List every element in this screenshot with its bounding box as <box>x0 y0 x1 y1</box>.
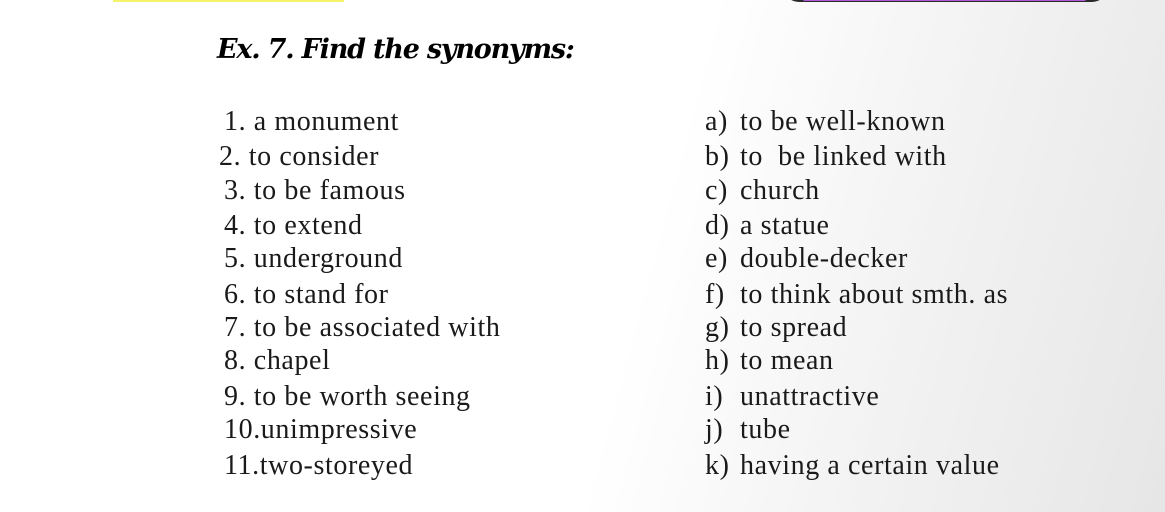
right-item <box>705 212 830 240</box>
left-item: 9. to be worth seeing <box>224 381 471 412</box>
item-text: church <box>740 175 820 206</box>
item-text: having a certain value <box>740 450 1000 481</box>
left-item: 5. underground <box>224 243 403 274</box>
exercise-title: Ex. 7. Find the synonyms: <box>217 34 574 65</box>
right-item <box>705 452 1000 480</box>
right-item <box>705 245 908 273</box>
left-item: 10.unimpressive <box>224 414 418 445</box>
right-item <box>705 281 1008 309</box>
right-item <box>705 143 947 171</box>
item-text: to think about smth. as <box>740 279 1009 310</box>
item-letter: b) <box>705 141 730 172</box>
left-item: 1. a monument <box>224 106 399 137</box>
item-letter: g) <box>705 312 730 343</box>
item-text: unattractive <box>740 381 880 412</box>
item-letter: h) <box>705 345 730 376</box>
item-letter: i) <box>705 381 724 412</box>
right-item <box>705 416 791 444</box>
highlight-strip <box>113 0 344 2</box>
item-letter: c) <box>705 175 728 206</box>
item-text: a statue <box>740 210 830 241</box>
item-letter: k) <box>705 450 730 481</box>
item-text: to spread <box>740 312 848 343</box>
right-item <box>705 347 834 375</box>
item-text: to mean <box>740 345 834 376</box>
right-item <box>705 314 847 342</box>
item-letter: e) <box>705 243 728 274</box>
item-text: to be well-known <box>740 106 946 137</box>
item-letter: f) <box>705 279 725 310</box>
item-letter: a) <box>705 106 728 137</box>
decorative-bar <box>783 0 1108 2</box>
item-text: tube <box>740 414 791 445</box>
left-item: 2. to consider <box>219 141 380 172</box>
left-item: 11.two-storeyed <box>224 450 414 481</box>
right-item <box>705 383 879 411</box>
left-item: 3. to be famous <box>224 175 406 206</box>
left-item: 7. to be associated with <box>224 312 501 343</box>
right-item <box>705 108 946 136</box>
item-text: double-decker <box>740 243 908 274</box>
item-letter: d) <box>705 210 730 241</box>
left-item: 6. to stand for <box>224 279 389 310</box>
right-item <box>705 177 820 205</box>
left-item: 8. chapel <box>224 345 331 376</box>
item-letter: j) <box>705 414 724 445</box>
left-item: 4. to extend <box>224 210 363 241</box>
item-text: to be linked with <box>740 141 947 172</box>
